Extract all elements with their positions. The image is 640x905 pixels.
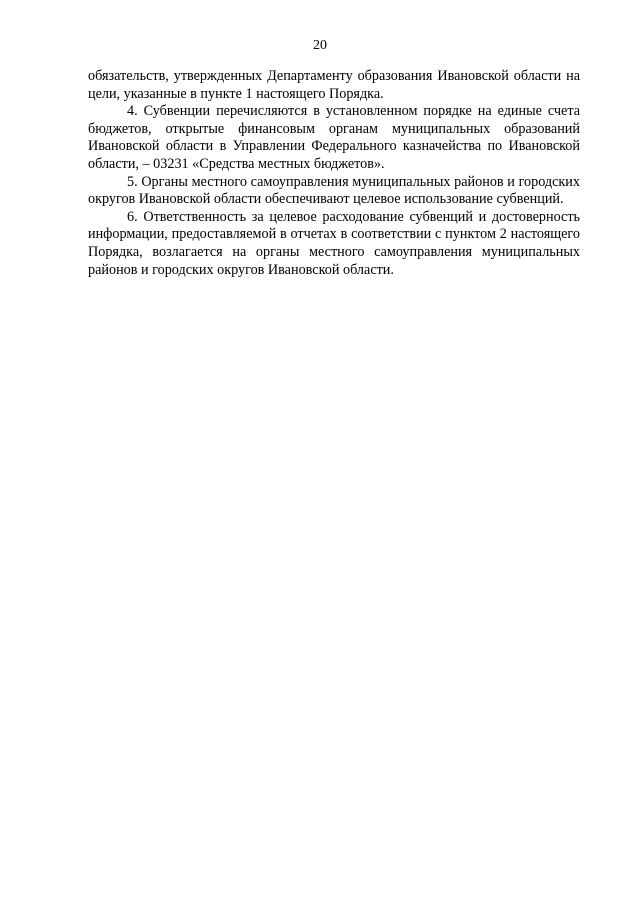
paragraph-item-5: 5. Органы местного самоуправления муниципальных районов и городских округов Ивановской области обеспечивают целевое использование субвенций. xyxy=(88,173,580,208)
paragraph-item-6: 6. Ответственность за целевое расходование субвенций и достоверность информации, предоставляемой в отчетах в соответствии с пунктом 2 настоящего Порядка, возлагается на органы местного самоуправления муниципальных районов и городских округов Ивановской области. xyxy=(88,208,580,278)
paragraph-continuation: обязательств, утвержденных Департаменту образования Ивановской области на цели, указанные в пункте 1 настоящего Порядка. xyxy=(88,68,580,102)
page-number: 20 xyxy=(313,38,327,53)
paragraph-item-4: 4. Субвенции перечисляются в установленном порядке на единые счета бюджетов, открытые финансовым органам муниципальных образований Ивановской области в Управлении Федерального казначейства по Ивановской области, – 03231 «Средства местных бюджетов». xyxy=(88,103,580,172)
document-body xyxy=(88,68,580,279)
